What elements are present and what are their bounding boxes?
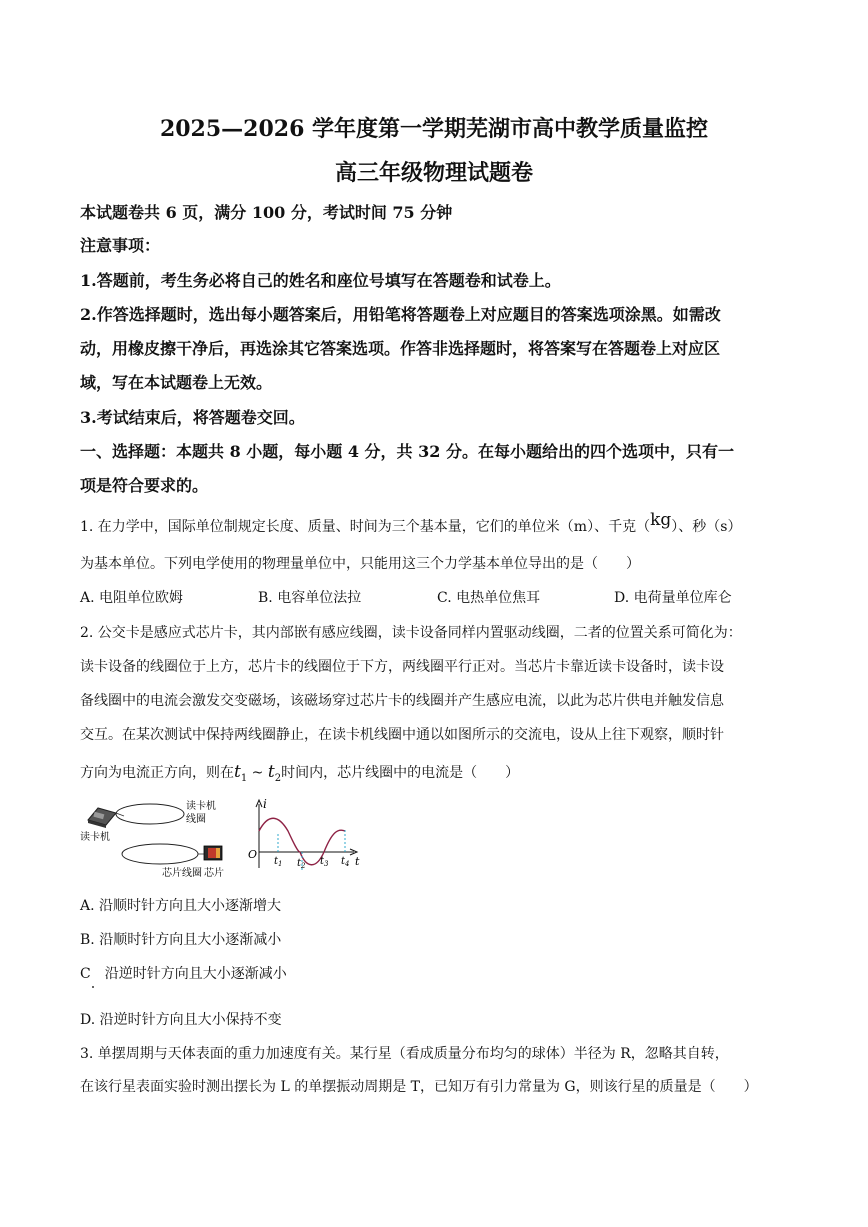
tick-t3: $t_3$	[320, 856, 329, 868]
exam-subtitle: 高三年级物理试题卷	[334, 160, 533, 186]
q1-stem-line1	[80, 510, 742, 536]
q1-stem-text-a: 1. 在力学中，国际单位制规定长度、质量、时间为三个基本量，它们的单位米（m）、千克（	[80, 519, 651, 535]
tick-t2: $t_2$	[297, 858, 306, 870]
section-heading-line1: 一、选择题：本题共 8 小题，每小题 4 分，共 32 分。在每小题给出的四个选项中，只有一	[80, 442, 734, 461]
notice-2-line1: 2.作答选择题时，选出每小题答案后，用铅笔将答题卷上对应题目的答案选项涂黑。如需改	[80, 305, 721, 324]
notice-title: 注意事项：	[80, 236, 161, 255]
q3-stem-line1: 3. 单摆周期与天体表面的重力加速度有关。某行星（看成质量分布均匀的球体）半径为 R，忽略其自转，	[80, 1046, 729, 1062]
axis-label-i: i	[263, 797, 267, 811]
q2-stem-line1: 2. 公交卡是感应式芯片卡，其内部嵌有感应线圈，读卡设备同样内置驱动线圈，二者的位置关系可简化为：	[80, 625, 742, 641]
q3-stem-line2: 在该行星表面实验时测出摆长为 L 的单摆振动周期是 T，已知万有引力常量为 G，则该行星的质量是（ ）	[80, 1079, 758, 1095]
q1-option-c: C. 电热单位焦耳	[437, 590, 541, 606]
chip-coil-icon	[122, 844, 198, 864]
q1-option-d: D. 电荷量单位库仑	[614, 590, 732, 606]
q1-option-a: A. 电阻单位欧姆	[80, 590, 184, 606]
q2-stem-line4: 交互。在某次测试中保持两线圈静止，在读卡机线圈中通以如图所示的交流电，设从上往下观察，顺时针	[80, 727, 724, 743]
stray-dot-mark	[92, 986, 94, 988]
label-reader-coil-1: 读卡机	[186, 801, 216, 812]
chip-icon	[204, 846, 222, 860]
label-reader: 读卡机	[80, 832, 110, 843]
notice-2-line3: 域，写在本试题卷上无效。	[80, 373, 273, 392]
q2-stem-text-a: 方向为电流正方向，则在	[80, 765, 234, 781]
q2-option-d: D. 沿逆时针方向且大小保持不变	[80, 1012, 282, 1028]
q2-stem-line3: 备线圈中的电流会激发交变磁场，该磁场穿过芯片卡的线圈并产生感应电流，以此为芯片供电并触发信息	[80, 693, 724, 709]
q2-t2-symbol: t	[267, 762, 275, 782]
current-time-graph	[246, 796, 366, 874]
notice-2-line2: 动，用橡皮擦干净后，再选涂其它答案选项。作答非选择题时，将答案写在答题卷上对应区	[80, 339, 721, 358]
card-reader-device-icon	[88, 808, 116, 828]
q1-stem-line2: 为基本单位。下列电学使用的物理量单位中，只能用这三个力学基本单位导出的是（ ）	[80, 556, 640, 572]
exam-title: 2025—2026 学年度第一学期芜湖市高中教学质量监控	[159, 116, 709, 142]
label-chip: 芯片	[204, 868, 224, 879]
q2-option-b: B. 沿顺时针方向且大小逐渐减小	[80, 932, 282, 948]
q2-t1-sub: 1	[240, 772, 248, 784]
q1-stem-text-b: ）、秒（s）	[671, 519, 742, 535]
tick-t1: $t_1$	[274, 856, 283, 868]
q2-stem-line2: 读卡设备的线圈位于上方，芯片卡的线圈位于下方，两线圈平行正对。当芯片卡靠近读卡设备时，读卡设	[80, 659, 724, 675]
q2-tilde: ~	[247, 765, 268, 781]
q1-kg-unit: kg	[650, 510, 672, 530]
reader-coil-icon	[116, 804, 184, 824]
notice-3: 3.考试结束后，将答题卷交回。	[80, 408, 305, 427]
q2-t2-sub: 2	[274, 772, 282, 784]
q2-option-a: A. 沿顺时针方向且大小逐渐增大	[80, 898, 282, 914]
notice-1: 1.答题前，考生务必将自己的姓名和座位号填写在答题卷和试卷上。	[80, 271, 561, 290]
section-heading-line2: 项是符合要求的。	[80, 476, 209, 495]
tick-t4: $t_4$	[341, 856, 350, 868]
axis-label-t: t	[355, 855, 360, 868]
label-chip-coil: 芯片线圈	[162, 868, 202, 879]
origin-label: O	[248, 848, 258, 861]
coil-figure	[78, 796, 248, 884]
exam-summary: 本试题卷共 6 页，满分 100 分，考试时间 75 分钟	[80, 203, 453, 222]
q1-option-b: B. 电容单位法拉	[258, 590, 362, 606]
q2-t1-symbol: t	[234, 762, 241, 782]
q2-stem-line5	[80, 762, 519, 784]
label-reader-coil-2: 线圈	[186, 814, 206, 825]
q2-stem-text-b: 时间内，芯片线圈中的电流是（ ）	[281, 765, 520, 781]
q2-option-c: C 沿逆时针方向且大小逐渐减小	[80, 966, 287, 982]
